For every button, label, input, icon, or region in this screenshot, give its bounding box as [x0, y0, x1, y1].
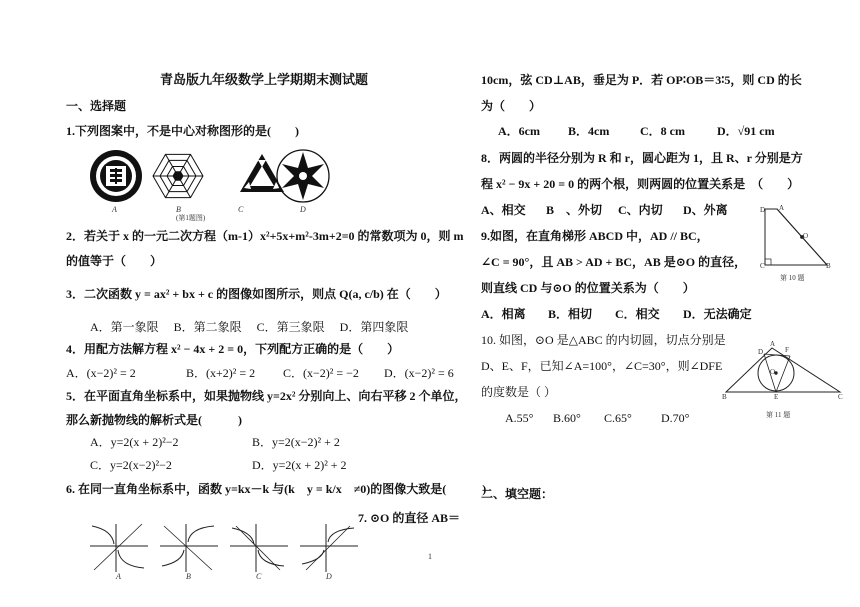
- fig10-label-b: B: [826, 262, 831, 270]
- question-4-option-d: D．(x−2)² = 6: [384, 366, 454, 380]
- question-9-option-d: D．无法确定: [683, 307, 752, 321]
- question-2-line-1: 2．若关于 x 的一元二次方程（m-1）x²+5x+m²-3m+2=0 的常数项为 0，则 m: [66, 229, 464, 243]
- question-3-options: A．第一象限 B．第二象限 C．第三象限 D．第四象限: [90, 320, 409, 334]
- fig10-label-a: A: [779, 204, 785, 212]
- question-9-option-b: B．相切: [548, 307, 593, 321]
- fig11-label-o: O: [770, 368, 776, 376]
- q6-label-d: D: [326, 572, 332, 581]
- q1-label-d: D: [300, 205, 306, 214]
- fig11-label-f: F: [785, 346, 789, 354]
- hexagon-web-icon: [153, 154, 203, 197]
- question-4-option-a: A．(x−2)² = 2: [66, 366, 136, 380]
- q1-figures: [88, 148, 348, 218]
- question-4-option-c: C．(x−2)² = −2: [283, 366, 359, 380]
- fig11-label-d: D: [758, 348, 764, 356]
- question-10-option-d: D.70°: [661, 411, 690, 425]
- question-7-line-2: 为（ ）: [481, 99, 542, 113]
- question-10-line-1: 10. 如图，⊙O 是△ABC 的内切圆，切点分别是: [481, 333, 726, 347]
- fig11-label-a: A: [770, 340, 776, 348]
- question-9-line-2: ∠C = 90°，且 AB > AD + BC，AB 是⊙O 的直径，: [481, 255, 747, 269]
- coin-icon: [90, 150, 142, 202]
- question-5-line-2: 那么新抛物线的解析式是( ): [66, 413, 242, 427]
- question-10-line-2: D、E、F，已知∠A=100°，∠C=30°，则∠DFE: [481, 359, 723, 373]
- section-choice-heading: 一、选择题: [66, 99, 127, 113]
- figure-10: [755, 203, 835, 283]
- question-7-line-1: 10cm，弦 CD⊥AB，垂足为 P．若 OP∶OB＝3∶5，则 CD 的长: [481, 73, 802, 87]
- fig10-label-c: C: [760, 262, 765, 270]
- fig10-label-o: O: [803, 232, 809, 240]
- q6-label-b: B: [186, 572, 191, 581]
- question-7-option-b: B．4cm: [568, 124, 610, 138]
- question-7-start: 7. ⊙O 的直径 AB＝: [358, 511, 461, 525]
- page-title: 青岛版九年级数学上学期期末测试题: [160, 72, 369, 87]
- question-2-line-2: 的值等于（ ）: [66, 254, 163, 268]
- question-9-option-c: C．相交: [615, 307, 660, 321]
- q1-label-a: A: [112, 205, 117, 214]
- q1-label-b: B: [176, 205, 181, 214]
- q1-label-c: C: [238, 205, 244, 214]
- graph-c: [230, 524, 288, 572]
- question-5-option-a: A．y=2(x + 2)²−2: [90, 435, 179, 449]
- fig11-caption: 第 11 题: [766, 411, 791, 419]
- question-5-option-c: C．y=2(x−2)²−2: [90, 458, 172, 472]
- question-4: 4．用配方法解方程 x² − 4x + 2 = 0，下列配方正确的是（ ）: [66, 342, 400, 356]
- star-circle-icon: [277, 150, 329, 202]
- fig11-label-e: E: [774, 393, 779, 401]
- graph-b: [160, 524, 218, 572]
- question-10-option-b: B.60°: [553, 411, 581, 425]
- fig11-label-b: B: [722, 393, 727, 401]
- fig10-caption: 第 10 题: [780, 274, 805, 282]
- question-6: 6. 在同一直角坐标系中，函数 y=kx－k 与(k y = k/x ≠0)的图像大致是( ): [66, 482, 487, 496]
- question-9-line-1: 9.如图，在直角梯形 ABCD 中，AD // BC，: [481, 229, 709, 243]
- graph-d: [300, 524, 358, 572]
- question-5-line-1: 5．在平面直角坐标系中，如果抛物线 y=2x² 分别向上、向右平移 2 个单位，: [66, 389, 467, 403]
- page-number: 1: [428, 552, 432, 561]
- question-7-option-a: A．6cm: [498, 124, 540, 138]
- question-4-option-b: B．(x+2)² = 2: [186, 366, 256, 380]
- question-1: 1.下列图案中，不是中心对称图形的是( ): [66, 124, 299, 138]
- question-8-option-d: D、外离: [683, 203, 728, 217]
- question-8-option-a: A、相交: [481, 203, 526, 217]
- question-8-option-b: B 、外切: [546, 203, 603, 217]
- q6-label-a: A: [116, 572, 121, 581]
- question-7-option-c: C．8 cm: [640, 124, 685, 138]
- question-10-option-c: C.65°: [604, 411, 632, 425]
- question-10-line-3: 的度数是（ ）: [481, 385, 557, 399]
- question-8-option-c: C、内切: [618, 203, 663, 217]
- question-3: 3．二次函数 y = ax² + bx + c 的图像如图所示，则点 Q(a, c/b) 在（ ）: [66, 287, 447, 301]
- q6-label-c: C: [256, 572, 262, 581]
- q1-caption: (第1题图): [176, 214, 206, 222]
- fig10-label-d: D: [760, 206, 766, 214]
- question-5-option-b: B．y=2(x−2)² + 2: [252, 435, 340, 449]
- question-9-option-a: A．相离: [481, 307, 526, 321]
- question-8-line-2: 程 x² − 9x + 20 = 0 的两个根，则两圆的位置关系是 （ ）: [481, 177, 800, 191]
- fig11-label-c: C: [838, 393, 843, 401]
- question-10-option-a: A.55°: [505, 411, 534, 425]
- graph-a: [90, 524, 148, 572]
- question-7-option-d: D．√91 cm: [717, 124, 775, 138]
- question-9-line-3: 则直线 CD 与⊙O 的位置关系为（ ）: [481, 281, 695, 295]
- section-fill-heading: 二、填空题：: [481, 487, 554, 501]
- question-5-option-d: D．y=2(x + 2)² + 2: [252, 458, 347, 472]
- question-8-line-1: 8．两圆的半径分别为 R 和 r，圆心距为 1，且 R、r 分别是方: [481, 151, 803, 165]
